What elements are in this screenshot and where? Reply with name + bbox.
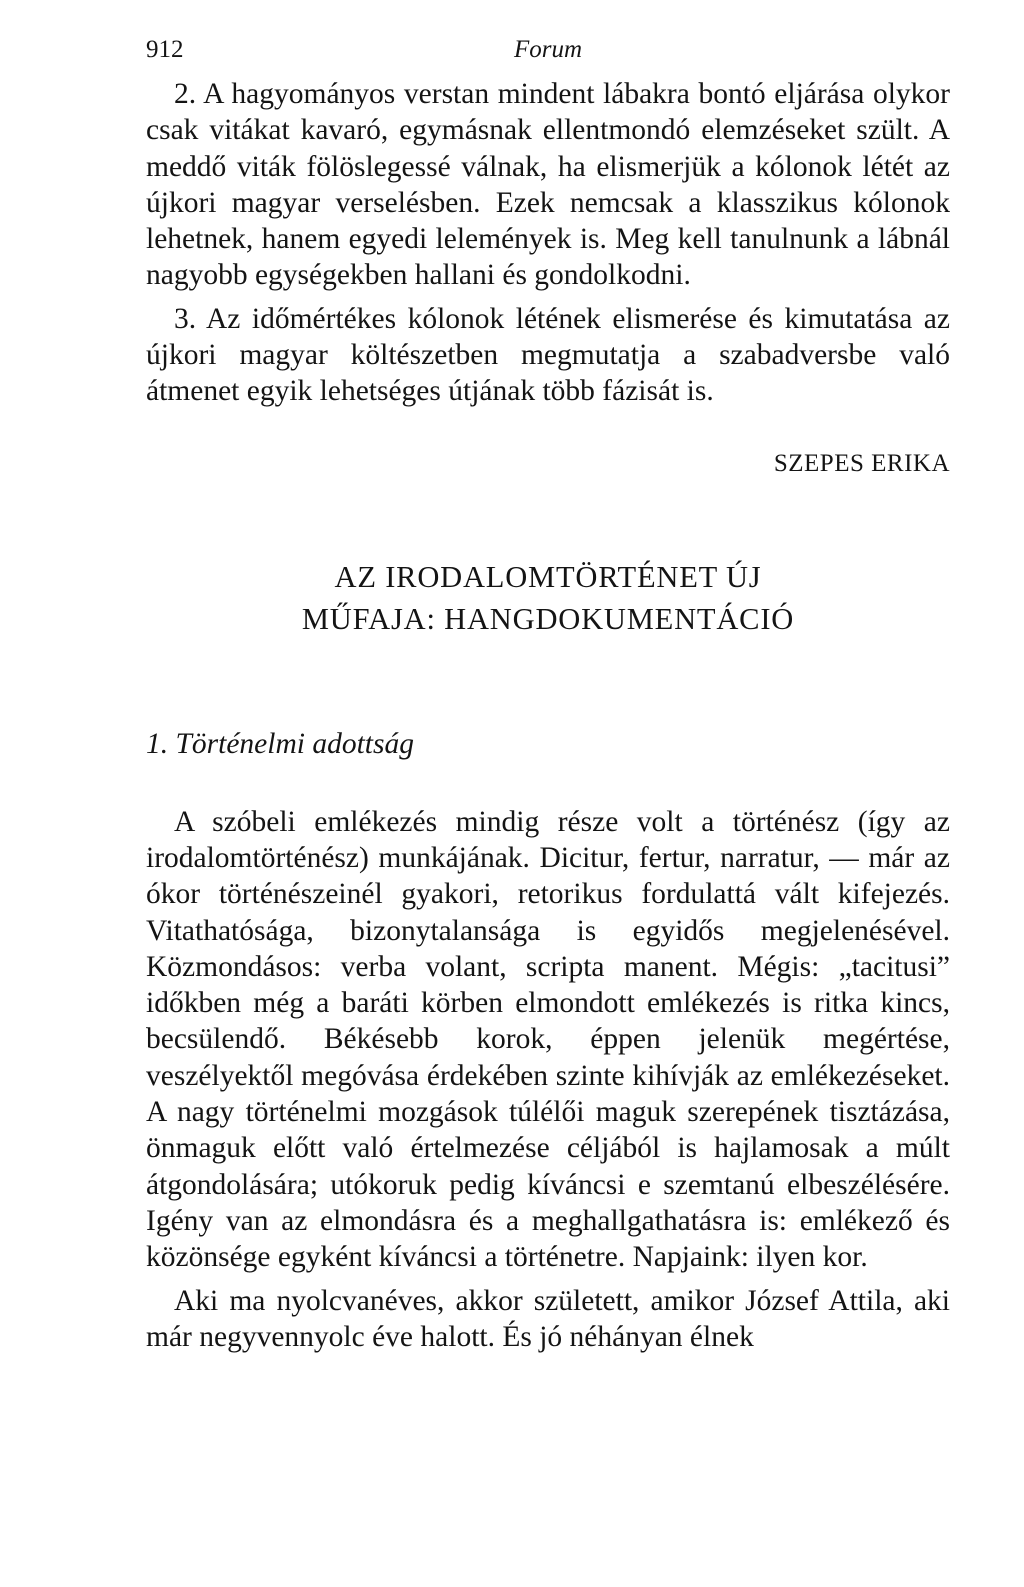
previous-article-conclusion — [146, 76, 950, 410]
journal-title: Forum — [513, 36, 583, 63]
paragraph-3: 3. Az időmértékes kólonok létének elismerése és kimutatása az újkori magyar költészetben megmutatja a szabadversbe való átmenet egyik lehetséges útjának több fázisát is. — [146, 302, 950, 408]
article-title — [146, 556, 950, 640]
author-signature: SZEPES ERIKA — [773, 449, 950, 477]
article-paragraph-2: Aki ma nyolcvanéves, akkor született, amikor József Attila, aki már negyvennyolc éve halott. És jó néhányan élnek — [146, 1284, 950, 1353]
section-heading: 1. Történelmi adottság — [146, 727, 414, 760]
paragraph-2: 2. A hagyományos verstan mindent lábakra bontó eljárása olykor csak vitákat kavaró, egymásnak ellentmondó elemzéseket szült. A meddő viták fölöslegessé válnak, ha elismerjük a kólonok létét az újkori magyar verselésben. Ezek nemcsak a klasszikus kólonok lehetnek, hanem egyedi lelemények is. Meg kell tanulnunk a lábnál nagyobb egységekben hallani és gondolkodni. — [146, 78, 950, 292]
article-title-line-1: AZ IRODALOMTÖRTÉNET ÚJ — [334, 559, 762, 594]
book-page — [146, 28, 950, 1355]
running-head — [146, 28, 950, 76]
article-body — [146, 804, 950, 1355]
article-title-line-2: MŰFAJA: HANGDOKUMENTÁCIÓ — [301, 601, 795, 636]
article-paragraph-1: A szóbeli emlékezés mindig része volt a történész (így az irodalomtörténész) munkájának. Dicitur, fertur, narratur, — már az ókor történészeinél gyakori, retorikus fordulattá vált kifejezés. Vitathatósága, bizonytalansága is egyidős megjelenésével. Közmondásos: verba volant, scripta manent. Mégis: „tacitusi” időkben még a baráti körben elmondott emlékezés is ritka kincs, becsülendő. Békésebb korok, éppen jelenük megértése, veszélyektől megóvása érdekében szinte kihívják az emlékezéseket. A nagy történelmi mozgások túlélői maguk szerepének tisztázása, önmaguk előtt való értelmezése céljából is hajlamosak a múlt átgondolására; utókoruk pedig kíváncsi e szemtanú elbeszélésére. Igény van az elmondásra és a meghallgathatásra is: emlékező és közönsége egyként kíváncsi a történetre. Napjaink: ilyen kor. — [146, 805, 950, 1274]
page-number: 912 — [146, 36, 184, 63]
